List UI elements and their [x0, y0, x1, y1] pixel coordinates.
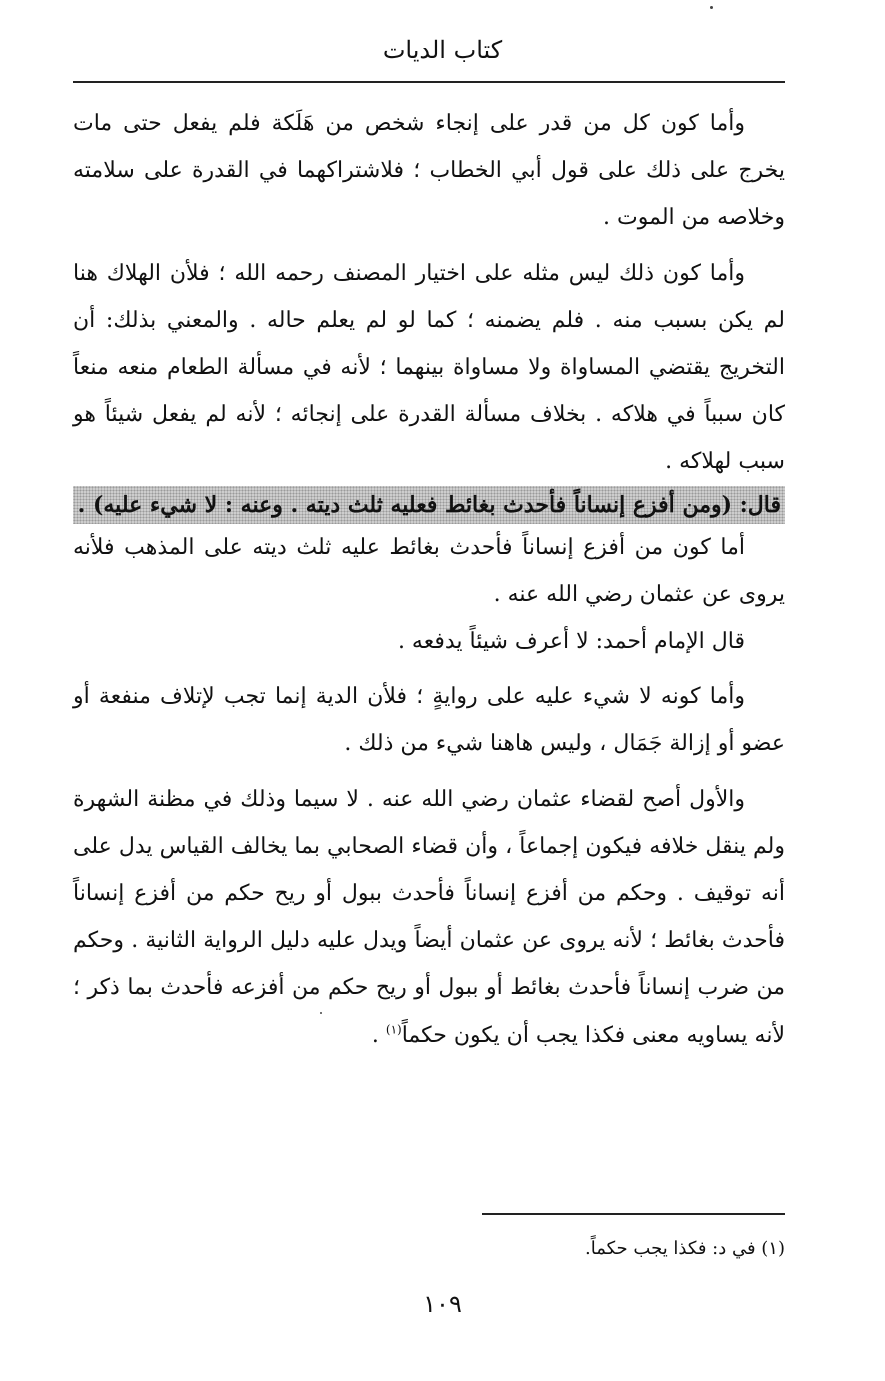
paragraph	[73, 776, 785, 1059]
highlighted-matn-line: قال: (ومن أفزع إنساناً فأحدث بغائط فعليه ثلث ديته . وعنه : لا شيء عليه) .	[73, 486, 785, 524]
header-rule	[73, 81, 785, 83]
paragraph: وأما كون ذلك ليس مثله على اختيار المصنف رحمه الله ؛ فلأن الهلاك هنا لم يكن بسبب منه . فلم يضمنه ؛ كما لو لم يعلم حاله . والمعني بذلك: أن التخريج يقتضي المساواة ولا مساواة بينهما ؛ لأنه في مسألة الطعام منعه منعاً كان سبباً في هلاكه . بخلاف مسألة القدرة على إنجائه ؛ لأنه لم يفعل شيئاً هو سبب لهلاكه .	[73, 260, 785, 475]
paragraph: قال الإمام أحمد: لا أعرف شيئاً يدفعه .	[397, 629, 745, 655]
page-body	[73, 100, 785, 1059]
paragraph-text: والأول أصح لقضاء عثمان رضي الله عنه . لا سيما وذلك في مظنة الشهرة ولم ينقل خلافه فيكون إجماعاً ، وأن قضاء الصحابي بما يخالف القياس يدل على أنه توقيف . وحكم من أفزع إنساناً فأحدث ببول أو ريح حكم من أفزع إنساناً فأحدث بغائط ؛ لأنه يروى عن عثمان أيضاً ويدل عليه دليل الرواية الثانية . وحكم من ضرب إنساناً فأحدث بغائط أو ببول أو ريح حكم من أفزعه فأحدث بما ذكر ؛ لأنه يساويه معنى فكذا يجب أن يكون حكماً	[73, 786, 785, 1048]
closing-mark: .	[371, 1022, 386, 1048]
running-header: كتاب الديات	[382, 36, 503, 64]
footnote-rule	[482, 1213, 785, 1215]
paragraph: وأما كون كل من قدر على إنجاء شخص من هَلَكة فلم يفعل حتى مات يخرج على ذلك على قول أبي الخطاب ؛ فلاشتراكهما في القدرة على سلامته وخلاصه من الموت .	[73, 111, 785, 231]
paragraph: وأما كونه لا شيء عليه على روايةٍ ؛ فلأن الدية إنما تجب لإتلاف منفعة أو عضو أو إزالة جَمَال ، وليس هاهنا شيء من ذلك .	[73, 684, 785, 757]
paragraph: أما كون من أفزع إنساناً فأحدث بغائط عليه ثلث ديته على المذهب فلأنه يروى عن عثمان رضي الله عنه .	[73, 534, 785, 607]
scan-speck	[710, 6, 713, 9]
page-number: ١٠٩	[423, 1290, 462, 1318]
footnote: (١) في د: فكذا يجب حكماً.	[585, 1238, 785, 1259]
footnote-marker[interactable]: (١)	[385, 1022, 402, 1037]
